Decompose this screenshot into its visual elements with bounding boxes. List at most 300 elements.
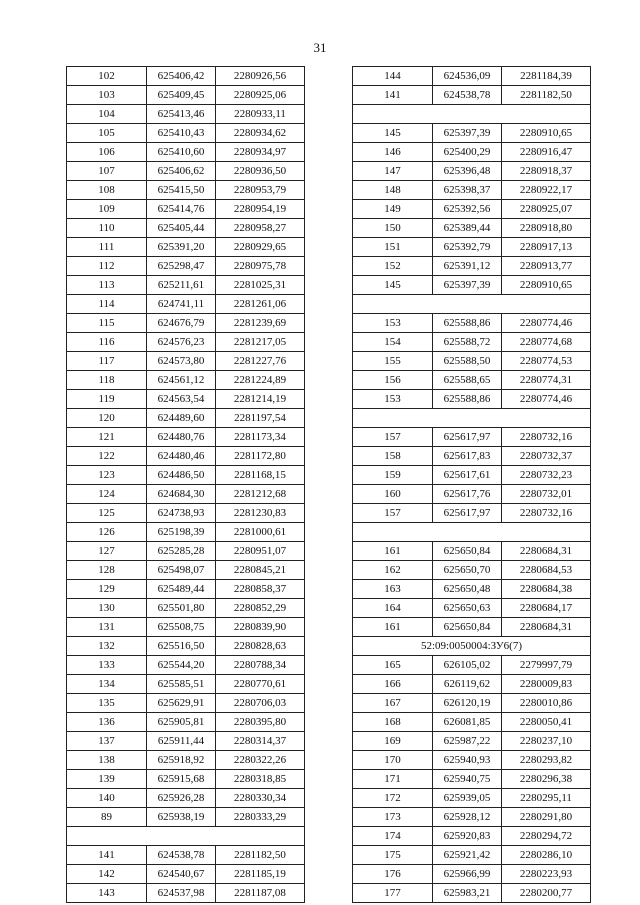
y-coordinate-cell: 2281187,08 bbox=[216, 884, 305, 903]
x-coordinate-cell: 624480,76 bbox=[147, 428, 216, 447]
x-coordinate-cell: 625617,97 bbox=[433, 504, 502, 523]
x-coordinate-cell: 625397,39 bbox=[433, 276, 502, 295]
table-row bbox=[67, 884, 305, 903]
point-number-cell: 176 bbox=[353, 865, 433, 884]
y-coordinate-cell: 2281224,89 bbox=[216, 371, 305, 390]
table-row bbox=[353, 200, 591, 219]
table-row bbox=[67, 143, 305, 162]
table-row bbox=[353, 865, 591, 884]
x-coordinate-cell: 625392,79 bbox=[433, 238, 502, 257]
x-coordinate-cell: 625588,86 bbox=[433, 314, 502, 333]
x-coordinate-cell: 624561,12 bbox=[147, 371, 216, 390]
x-coordinate-cell: 625650,84 bbox=[433, 542, 502, 561]
point-number-cell: 105 bbox=[67, 124, 147, 143]
y-coordinate-cell: 2280922,17 bbox=[502, 181, 591, 200]
table-row bbox=[67, 637, 305, 656]
y-coordinate-cell: 2281212,68 bbox=[216, 485, 305, 504]
point-number-cell: 162 bbox=[353, 561, 433, 580]
point-number-cell: 164 bbox=[353, 599, 433, 618]
table-body bbox=[353, 67, 591, 903]
table-row bbox=[67, 371, 305, 390]
x-coordinate-cell: 625987,22 bbox=[433, 732, 502, 751]
y-coordinate-cell: 2280774,68 bbox=[502, 333, 591, 352]
point-number-cell: 132 bbox=[67, 637, 147, 656]
x-coordinate-cell: 625650,84 bbox=[433, 618, 502, 637]
y-coordinate-cell: 2280958,27 bbox=[216, 219, 305, 238]
table-row bbox=[353, 428, 591, 447]
point-number-cell: 158 bbox=[353, 447, 433, 466]
table-row bbox=[353, 694, 591, 713]
point-number-cell: 89 bbox=[67, 808, 147, 827]
x-coordinate-cell: 624538,78 bbox=[433, 86, 502, 105]
x-coordinate-cell: 624741,11 bbox=[147, 295, 216, 314]
y-coordinate-cell: 2280223,93 bbox=[502, 865, 591, 884]
y-coordinate-cell: 2280788,34 bbox=[216, 656, 305, 675]
table-row bbox=[67, 618, 305, 637]
table-row bbox=[67, 561, 305, 580]
y-coordinate-cell: 2279997,79 bbox=[502, 656, 591, 675]
y-coordinate-cell: 2280934,97 bbox=[216, 143, 305, 162]
y-coordinate-cell: 2281182,50 bbox=[216, 846, 305, 865]
point-number-cell: 166 bbox=[353, 675, 433, 694]
y-coordinate-cell: 2281197,54 bbox=[216, 409, 305, 428]
table-row bbox=[353, 675, 591, 694]
x-coordinate-cell: 624480,46 bbox=[147, 447, 216, 466]
point-number-cell: 163 bbox=[353, 580, 433, 599]
table-row bbox=[353, 656, 591, 675]
y-coordinate-cell: 2280318,85 bbox=[216, 770, 305, 789]
x-coordinate-cell: 625650,63 bbox=[433, 599, 502, 618]
table-row bbox=[67, 656, 305, 675]
table-row bbox=[67, 827, 305, 846]
point-number-cell: 117 bbox=[67, 352, 147, 371]
table-row bbox=[67, 314, 305, 333]
point-number-cell: 161 bbox=[353, 618, 433, 637]
y-coordinate-cell: 2280934,62 bbox=[216, 124, 305, 143]
point-number-cell: 121 bbox=[67, 428, 147, 447]
x-coordinate-cell: 625489,44 bbox=[147, 580, 216, 599]
point-number-cell: 133 bbox=[67, 656, 147, 675]
table-row bbox=[353, 808, 591, 827]
table-row bbox=[67, 333, 305, 352]
point-number-cell: 141 bbox=[353, 86, 433, 105]
x-coordinate-cell: 625905,81 bbox=[147, 713, 216, 732]
x-coordinate-cell: 625211,61 bbox=[147, 276, 216, 295]
point-number-cell: 128 bbox=[67, 561, 147, 580]
point-number-cell: 110 bbox=[67, 219, 147, 238]
point-number-cell: 103 bbox=[67, 86, 147, 105]
y-coordinate-cell: 2280706,03 bbox=[216, 694, 305, 713]
point-number-cell: 122 bbox=[67, 447, 147, 466]
y-coordinate-cell: 2281000,61 bbox=[216, 523, 305, 542]
point-number-cell: 123 bbox=[67, 466, 147, 485]
x-coordinate-cell: 624536,09 bbox=[433, 67, 502, 86]
y-coordinate-cell: 2280936,50 bbox=[216, 162, 305, 181]
point-number-cell: 129 bbox=[67, 580, 147, 599]
table-row bbox=[353, 447, 591, 466]
x-coordinate-cell: 625915,68 bbox=[147, 770, 216, 789]
y-coordinate-cell: 2280858,37 bbox=[216, 580, 305, 599]
x-coordinate-cell: 626120,19 bbox=[433, 694, 502, 713]
point-number-cell: 156 bbox=[353, 371, 433, 390]
y-coordinate-cell: 2280293,82 bbox=[502, 751, 591, 770]
table-row bbox=[67, 751, 305, 770]
table-row bbox=[353, 751, 591, 770]
point-number-cell: 159 bbox=[353, 466, 433, 485]
x-coordinate-cell: 624486,50 bbox=[147, 466, 216, 485]
y-coordinate-cell: 2280684,38 bbox=[502, 580, 591, 599]
y-coordinate-cell: 2281184,39 bbox=[502, 67, 591, 86]
table-row bbox=[353, 789, 591, 808]
point-number-cell: 157 bbox=[353, 504, 433, 523]
table-row bbox=[353, 238, 591, 257]
table-row bbox=[353, 561, 591, 580]
point-number-cell: 146 bbox=[353, 143, 433, 162]
table-row bbox=[67, 504, 305, 523]
table-row bbox=[67, 808, 305, 827]
table-row bbox=[353, 580, 591, 599]
x-coordinate-cell: 625516,50 bbox=[147, 637, 216, 656]
y-coordinate-cell: 2280732,16 bbox=[502, 428, 591, 447]
point-number-cell: 142 bbox=[67, 865, 147, 884]
x-coordinate-cell: 625617,61 bbox=[433, 466, 502, 485]
table-row bbox=[67, 694, 305, 713]
y-coordinate-cell: 2281227,76 bbox=[216, 352, 305, 371]
point-number-cell: 137 bbox=[67, 732, 147, 751]
y-coordinate-cell: 2280916,47 bbox=[502, 143, 591, 162]
y-coordinate-cell: 2280918,80 bbox=[502, 219, 591, 238]
x-coordinate-cell: 625198,39 bbox=[147, 523, 216, 542]
point-number-cell: 167 bbox=[353, 694, 433, 713]
separator-cell bbox=[353, 105, 591, 124]
x-coordinate-cell: 625410,43 bbox=[147, 124, 216, 143]
y-coordinate-cell: 2280330,34 bbox=[216, 789, 305, 808]
x-coordinate-cell: 625921,42 bbox=[433, 846, 502, 865]
table-row bbox=[353, 409, 591, 428]
x-coordinate-cell: 624563,54 bbox=[147, 390, 216, 409]
y-coordinate-cell: 2280774,31 bbox=[502, 371, 591, 390]
table-row bbox=[67, 276, 305, 295]
x-coordinate-cell: 626119,62 bbox=[433, 675, 502, 694]
point-number-cell: 145 bbox=[353, 124, 433, 143]
point-number-cell: 145 bbox=[353, 276, 433, 295]
table-row bbox=[353, 523, 591, 542]
point-number-cell: 139 bbox=[67, 770, 147, 789]
table-row bbox=[353, 485, 591, 504]
point-number-cell: 171 bbox=[353, 770, 433, 789]
table-row bbox=[67, 732, 305, 751]
x-coordinate-cell: 625911,44 bbox=[147, 732, 216, 751]
y-coordinate-cell: 2280684,31 bbox=[502, 542, 591, 561]
table-row bbox=[67, 428, 305, 447]
x-coordinate-cell: 625588,86 bbox=[433, 390, 502, 409]
table-row bbox=[67, 713, 305, 732]
x-coordinate-cell: 625398,37 bbox=[433, 181, 502, 200]
x-coordinate-cell: 624573,80 bbox=[147, 352, 216, 371]
point-number-cell: 116 bbox=[67, 333, 147, 352]
x-coordinate-cell: 625940,75 bbox=[433, 770, 502, 789]
x-coordinate-cell: 624676,79 bbox=[147, 314, 216, 333]
x-coordinate-cell: 625983,21 bbox=[433, 884, 502, 903]
x-coordinate-cell: 625617,83 bbox=[433, 447, 502, 466]
separator-cell bbox=[353, 523, 591, 542]
point-number-cell: 138 bbox=[67, 751, 147, 770]
point-number-cell: 174 bbox=[353, 827, 433, 846]
point-number-cell: 165 bbox=[353, 656, 433, 675]
table-row bbox=[67, 523, 305, 542]
table-row bbox=[67, 390, 305, 409]
table-row bbox=[353, 67, 591, 86]
x-coordinate-cell: 624537,98 bbox=[147, 884, 216, 903]
point-number-cell: 120 bbox=[67, 409, 147, 428]
x-coordinate-cell: 625588,50 bbox=[433, 352, 502, 371]
x-coordinate-cell: 625406,42 bbox=[147, 67, 216, 86]
point-number-cell: 125 bbox=[67, 504, 147, 523]
y-coordinate-cell: 2280828,63 bbox=[216, 637, 305, 656]
y-coordinate-cell: 2281182,50 bbox=[502, 86, 591, 105]
y-coordinate-cell: 2280010,86 bbox=[502, 694, 591, 713]
table-row bbox=[67, 447, 305, 466]
x-coordinate-cell: 626081,85 bbox=[433, 713, 502, 732]
y-coordinate-cell: 2280732,01 bbox=[502, 485, 591, 504]
point-number-cell: 124 bbox=[67, 485, 147, 504]
point-number-cell: 118 bbox=[67, 371, 147, 390]
table-row bbox=[67, 770, 305, 789]
y-coordinate-cell: 2280913,77 bbox=[502, 257, 591, 276]
table-row bbox=[353, 713, 591, 732]
point-number-cell: 131 bbox=[67, 618, 147, 637]
y-coordinate-cell: 2280845,21 bbox=[216, 561, 305, 580]
x-coordinate-cell: 625285,28 bbox=[147, 542, 216, 561]
x-coordinate-cell: 625389,44 bbox=[433, 219, 502, 238]
y-coordinate-cell: 2280839,90 bbox=[216, 618, 305, 637]
point-number-cell: 106 bbox=[67, 143, 147, 162]
y-coordinate-cell: 2280770,61 bbox=[216, 675, 305, 694]
y-coordinate-cell: 2280732,37 bbox=[502, 447, 591, 466]
table-row bbox=[67, 86, 305, 105]
y-coordinate-cell: 2280774,46 bbox=[502, 390, 591, 409]
table-row bbox=[353, 618, 591, 637]
y-coordinate-cell: 2281168,15 bbox=[216, 466, 305, 485]
y-coordinate-cell: 2280237,10 bbox=[502, 732, 591, 751]
x-coordinate-cell: 625544,20 bbox=[147, 656, 216, 675]
table-row bbox=[67, 124, 305, 143]
y-coordinate-cell: 2280774,46 bbox=[502, 314, 591, 333]
x-coordinate-cell: 625588,72 bbox=[433, 333, 502, 352]
coordinates-table-right bbox=[352, 66, 591, 903]
table-row bbox=[353, 86, 591, 105]
x-coordinate-cell: 625406,62 bbox=[147, 162, 216, 181]
y-coordinate-cell: 2281261,06 bbox=[216, 295, 305, 314]
x-coordinate-cell: 625498,07 bbox=[147, 561, 216, 580]
x-coordinate-cell: 625938,19 bbox=[147, 808, 216, 827]
x-coordinate-cell: 624538,78 bbox=[147, 846, 216, 865]
table-row bbox=[353, 846, 591, 865]
y-coordinate-cell: 2280926,56 bbox=[216, 67, 305, 86]
x-coordinate-cell: 625629,91 bbox=[147, 694, 216, 713]
point-number-cell: 173 bbox=[353, 808, 433, 827]
table-row bbox=[353, 466, 591, 485]
x-coordinate-cell: 625585,51 bbox=[147, 675, 216, 694]
x-coordinate-cell: 624738,93 bbox=[147, 504, 216, 523]
parcel-header-cell: 52:09:0050004:ЗУ6(7) bbox=[353, 637, 591, 656]
table-row bbox=[67, 580, 305, 599]
table-row bbox=[353, 637, 591, 656]
point-number-cell: 160 bbox=[353, 485, 433, 504]
y-coordinate-cell: 2280925,06 bbox=[216, 86, 305, 105]
table-row bbox=[353, 352, 591, 371]
table-row bbox=[353, 257, 591, 276]
point-number-cell: 147 bbox=[353, 162, 433, 181]
point-number-cell: 119 bbox=[67, 390, 147, 409]
point-number-cell: 149 bbox=[353, 200, 433, 219]
y-coordinate-cell: 2281230,83 bbox=[216, 504, 305, 523]
y-coordinate-cell: 2280732,16 bbox=[502, 504, 591, 523]
y-coordinate-cell: 2280294,72 bbox=[502, 827, 591, 846]
table-row bbox=[67, 219, 305, 238]
table-row bbox=[67, 67, 305, 86]
table-row bbox=[67, 485, 305, 504]
table-row bbox=[353, 124, 591, 143]
x-coordinate-cell: 625966,99 bbox=[433, 865, 502, 884]
x-coordinate-cell: 625928,12 bbox=[433, 808, 502, 827]
table-row bbox=[67, 846, 305, 865]
y-coordinate-cell: 2280910,65 bbox=[502, 276, 591, 295]
table-row bbox=[67, 295, 305, 314]
y-coordinate-cell: 2280333,29 bbox=[216, 808, 305, 827]
separator-cell bbox=[353, 409, 591, 428]
point-number-cell: 109 bbox=[67, 200, 147, 219]
point-number-cell: 170 bbox=[353, 751, 433, 770]
table-row bbox=[67, 162, 305, 181]
y-coordinate-cell: 2280910,65 bbox=[502, 124, 591, 143]
y-coordinate-cell: 2281239,69 bbox=[216, 314, 305, 333]
y-coordinate-cell: 2281214,19 bbox=[216, 390, 305, 409]
x-coordinate-cell: 625918,92 bbox=[147, 751, 216, 770]
y-coordinate-cell: 2280009,83 bbox=[502, 675, 591, 694]
y-coordinate-cell: 2280732,23 bbox=[502, 466, 591, 485]
y-coordinate-cell: 2280296,38 bbox=[502, 770, 591, 789]
point-number-cell: 108 bbox=[67, 181, 147, 200]
x-coordinate-cell: 625410,60 bbox=[147, 143, 216, 162]
y-coordinate-cell: 2281172,80 bbox=[216, 447, 305, 466]
point-number-cell: 112 bbox=[67, 257, 147, 276]
x-coordinate-cell: 624540,67 bbox=[147, 865, 216, 884]
y-coordinate-cell: 2281173,34 bbox=[216, 428, 305, 447]
x-coordinate-cell: 625391,20 bbox=[147, 238, 216, 257]
y-coordinate-cell: 2280322,26 bbox=[216, 751, 305, 770]
point-number-cell: 130 bbox=[67, 599, 147, 618]
table-row bbox=[67, 105, 305, 124]
x-coordinate-cell: 625617,97 bbox=[433, 428, 502, 447]
x-coordinate-cell: 625400,29 bbox=[433, 143, 502, 162]
point-number-cell: 169 bbox=[353, 732, 433, 751]
y-coordinate-cell: 2281217,05 bbox=[216, 333, 305, 352]
y-coordinate-cell: 2280286,10 bbox=[502, 846, 591, 865]
x-coordinate-cell: 625920,83 bbox=[433, 827, 502, 846]
table-row bbox=[353, 162, 591, 181]
x-coordinate-cell: 625939,05 bbox=[433, 789, 502, 808]
table-row bbox=[67, 409, 305, 428]
table-row bbox=[353, 390, 591, 409]
point-number-cell: 151 bbox=[353, 238, 433, 257]
point-number-cell: 135 bbox=[67, 694, 147, 713]
x-coordinate-cell: 625392,56 bbox=[433, 200, 502, 219]
table-row bbox=[67, 181, 305, 200]
y-coordinate-cell: 2280684,31 bbox=[502, 618, 591, 637]
point-number-cell: 114 bbox=[67, 295, 147, 314]
table-row bbox=[353, 314, 591, 333]
y-coordinate-cell: 2280050,41 bbox=[502, 713, 591, 732]
y-coordinate-cell: 2280954,19 bbox=[216, 200, 305, 219]
x-coordinate-cell: 625415,50 bbox=[147, 181, 216, 200]
table-row bbox=[353, 827, 591, 846]
x-coordinate-cell: 625501,80 bbox=[147, 599, 216, 618]
table-row bbox=[353, 884, 591, 903]
point-number-cell: 172 bbox=[353, 789, 433, 808]
point-number-cell: 107 bbox=[67, 162, 147, 181]
y-coordinate-cell: 2280929,65 bbox=[216, 238, 305, 257]
table-row bbox=[353, 181, 591, 200]
x-coordinate-cell: 625926,28 bbox=[147, 789, 216, 808]
y-coordinate-cell: 2280684,17 bbox=[502, 599, 591, 618]
table-row bbox=[353, 732, 591, 751]
point-number-cell: 144 bbox=[353, 67, 433, 86]
x-coordinate-cell: 624684,30 bbox=[147, 485, 216, 504]
point-number-cell: 155 bbox=[353, 352, 433, 371]
y-coordinate-cell: 2280395,80 bbox=[216, 713, 305, 732]
point-number-cell: 153 bbox=[353, 390, 433, 409]
y-coordinate-cell: 2280684,53 bbox=[502, 561, 591, 580]
x-coordinate-cell: 625298,47 bbox=[147, 257, 216, 276]
table-row bbox=[67, 542, 305, 561]
table-row bbox=[353, 219, 591, 238]
x-coordinate-cell: 624489,60 bbox=[147, 409, 216, 428]
y-coordinate-cell: 2280951,07 bbox=[216, 542, 305, 561]
point-number-cell: 161 bbox=[353, 542, 433, 561]
x-coordinate-cell: 625405,44 bbox=[147, 219, 216, 238]
point-number-cell: 140 bbox=[67, 789, 147, 808]
x-coordinate-cell: 625588,65 bbox=[433, 371, 502, 390]
table-row bbox=[67, 257, 305, 276]
table-row bbox=[353, 371, 591, 390]
table-row bbox=[67, 599, 305, 618]
point-number-cell: 126 bbox=[67, 523, 147, 542]
y-coordinate-cell: 2280774,53 bbox=[502, 352, 591, 371]
point-number-cell: 111 bbox=[67, 238, 147, 257]
table-row bbox=[67, 789, 305, 808]
point-number-cell: 150 bbox=[353, 219, 433, 238]
point-number-cell: 148 bbox=[353, 181, 433, 200]
table-row bbox=[353, 333, 591, 352]
point-number-cell: 177 bbox=[353, 884, 433, 903]
y-coordinate-cell: 2281185,19 bbox=[216, 865, 305, 884]
x-coordinate-cell: 625391,12 bbox=[433, 257, 502, 276]
table-row bbox=[67, 200, 305, 219]
y-coordinate-cell: 2281025,31 bbox=[216, 276, 305, 295]
table-row bbox=[353, 770, 591, 789]
y-coordinate-cell: 2280314,37 bbox=[216, 732, 305, 751]
separator-cell bbox=[67, 827, 305, 846]
table-row bbox=[353, 143, 591, 162]
separator-cell bbox=[353, 295, 591, 314]
table-row bbox=[67, 238, 305, 257]
table-row bbox=[353, 542, 591, 561]
table-row bbox=[67, 466, 305, 485]
table-row bbox=[353, 504, 591, 523]
table-row bbox=[353, 276, 591, 295]
x-coordinate-cell: 626105,02 bbox=[433, 656, 502, 675]
